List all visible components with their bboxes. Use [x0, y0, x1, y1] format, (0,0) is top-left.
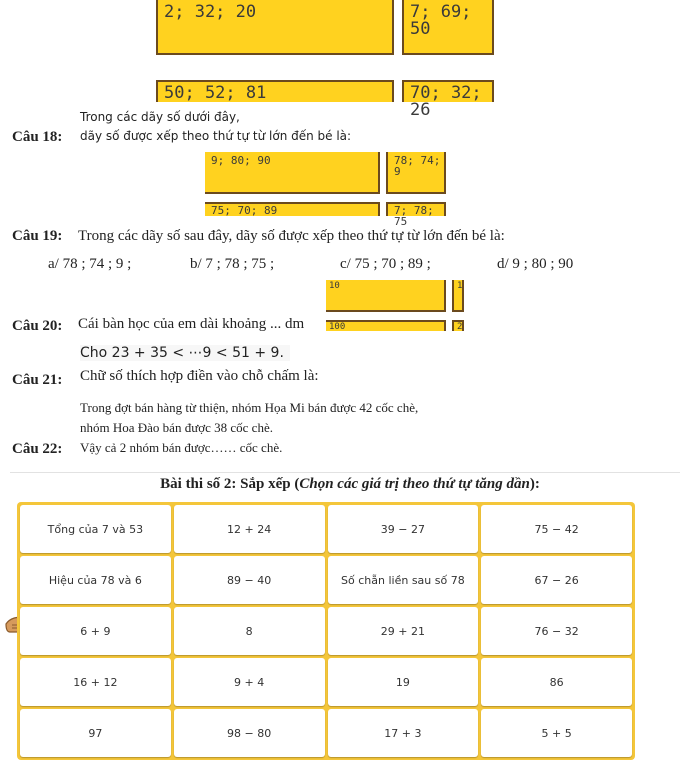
q17-option-a[interactable]: 2; 32; 20 — [156, 0, 394, 55]
grid-cell[interactable]: Hiệu của 78 và 6 — [20, 556, 171, 604]
exam2-title-end: ): — [529, 476, 540, 492]
q19-option-a[interactable]: a/ 78 ; 74 ; 9 ; — [48, 256, 132, 272]
grid-cell[interactable]: 97 — [20, 709, 171, 757]
exam2-title-instruction: Chọn các giá trị theo thứ tự tăng dần — [299, 476, 530, 492]
grid-cell[interactable]: 75 − 42 — [481, 505, 632, 553]
grid-cell[interactable]: 19 — [328, 658, 479, 706]
q21-label: Câu 21: — [12, 372, 63, 388]
exam2-title-start: Bài thi số 2: Sắp xếp ( — [160, 476, 300, 492]
q19-option-d[interactable]: d/ 9 ; 80 ; 90 — [497, 256, 574, 272]
q20-option-b[interactable]: 1 — [452, 280, 464, 312]
grid-cell[interactable]: 67 − 26 — [481, 556, 632, 604]
grid-cell[interactable]: 17 + 3 — [328, 709, 479, 757]
grid-cell[interactable]: Số chẵn liền sau số 78 — [328, 556, 479, 604]
grid-cell[interactable]: 8 — [174, 607, 325, 655]
q20-option-d[interactable]: 2 — [452, 320, 464, 331]
q17-option-b[interactable]: 7; 69; 50 — [402, 0, 494, 55]
grid-cell[interactable]: 76 − 32 — [481, 607, 632, 655]
section-divider — [10, 472, 680, 473]
grid-cell[interactable]: 29 + 21 — [328, 607, 479, 655]
q18-option-a[interactable]: 9; 80; 90 — [205, 152, 380, 194]
q17-option-d[interactable]: 70; 32; 26 — [402, 80, 494, 102]
q20-label: Câu 20: — [12, 318, 63, 334]
q22-text-line2: nhóm Hoa Đào bán được 38 cốc chè. — [80, 420, 273, 435]
grid-cell[interactable]: 98 − 80 — [174, 709, 325, 757]
q21-text: Chữ số thích hợp điền vào chỗ chấm là: — [80, 368, 319, 384]
q22-text-line3: Vậy cả 2 nhóm bán được…… cốc chè. — [80, 440, 283, 455]
q21-expression: Cho 23 + 35 < ⋯9 < 51 + 9. — [80, 345, 290, 361]
grid-cell[interactable]: 89 − 40 — [174, 556, 325, 604]
q18-label: Câu 18: — [12, 129, 63, 145]
grid-cell[interactable]: 9 + 4 — [174, 658, 325, 706]
q19-text: Trong các dãy số sau đây, dãy số được xếp theo thứ tự từ lớn đến bé là: — [78, 228, 505, 244]
q18-text-line1: Trong các dãy số dưới đây, — [80, 110, 240, 124]
grid-cell[interactable]: 16 + 12 — [20, 658, 171, 706]
q18-option-b[interactable]: 78; 74; 9 — [386, 152, 446, 194]
q22-label: Câu 22: — [12, 441, 63, 457]
q19-options — [0, 256, 700, 276]
q20-option-a[interactable]: 10 — [326, 280, 446, 312]
q19-label: Câu 19: — [12, 228, 63, 244]
grid-cell[interactable]: 39 − 27 — [328, 505, 479, 553]
grid-cell[interactable]: 86 — [481, 658, 632, 706]
grid-cell[interactable]: 6 + 9 — [20, 607, 171, 655]
q17-option-c[interactable]: 50; 52; 81 — [156, 80, 394, 102]
q22-text-line1: Trong đợt bán hàng từ thiện, nhóm Họa Mi bán được 42 cốc chè, — [80, 400, 419, 415]
q18-option-d[interactable]: 7; 78; 75 — [386, 202, 446, 216]
exam2-title — [0, 476, 700, 493]
q19-option-c[interactable]: c/ 75 ; 70 ; 89 ; — [340, 256, 431, 272]
q18-option-c[interactable]: 75; 70; 89 — [205, 202, 380, 216]
grid-cell[interactable]: 12 + 24 — [174, 505, 325, 553]
grid-cell[interactable]: 5 + 5 — [481, 709, 632, 757]
q19-option-b[interactable]: b/ 7 ; 78 ; 75 ; — [190, 256, 275, 272]
sorting-grid — [17, 502, 635, 760]
q20-option-c[interactable]: 100 — [326, 320, 446, 331]
grid-cell[interactable]: Tổng của 7 và 53 — [20, 505, 171, 553]
q18-text-line2: dãy số được xếp theo thứ tự từ lớn đến bé là: — [80, 129, 352, 143]
q20-text: Cái bàn học của em dài khoảng ... dm — [78, 316, 305, 332]
